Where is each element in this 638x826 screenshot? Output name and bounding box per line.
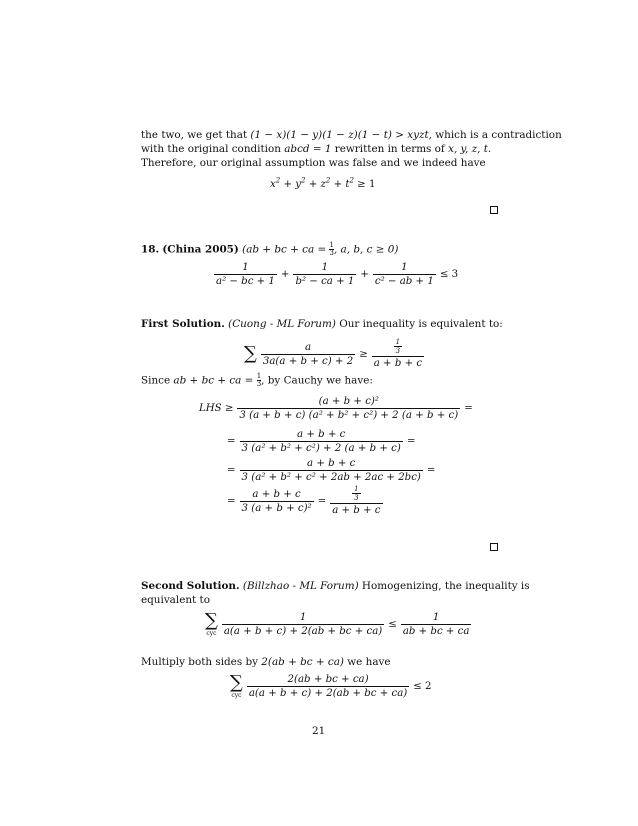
equals: = [317, 495, 327, 507]
page-number: 21 [312, 725, 326, 737]
exp: 2 [275, 176, 281, 185]
cauchy-fraction-2: $\frac{a + b + c}{\text{3 (a² + b² + c²) + 2 (a + b + c)}}$ [241, 429, 401, 454]
multiply-text: Multiply both sides by [141, 656, 262, 668]
cauchy-line-3 [227, 458, 435, 483]
intro-line-1 [141, 128, 562, 142]
rhs: ≤ 2 [413, 681, 432, 692]
equals: = [406, 436, 416, 447]
solution-text: Our inequality is equivalent to: [335, 318, 503, 330]
exp: 2 [301, 176, 306, 185]
condition: (ab + bc + ca = [242, 243, 327, 256]
exp: 2 [349, 176, 354, 185]
intro-math: x, y, z, t. [448, 143, 492, 155]
le: ≤ [388, 619, 397, 630]
solution-text: Homogenizing, the inequality is [358, 580, 530, 592]
rhs: ≤ 3 [439, 269, 459, 280]
rhs: ≥ 1 [357, 179, 376, 190]
problem-18-header [141, 242, 398, 257]
var-t: t [345, 179, 350, 190]
first-solution-header [141, 317, 503, 331]
intro-line-3: Therefore, our original assumption was false and we indeed have [141, 157, 486, 169]
qed-square-icon [490, 206, 498, 214]
multiply-text: we have [343, 656, 391, 668]
cyclic-sum [230, 674, 243, 699]
fraction-1: $\frac{1}{\text{a² − bc + 1}}$ [216, 262, 275, 287]
since-fraction: $\frac{1}{3}$ [256, 372, 262, 388]
fraction-3: $\frac{1}{\text{c² − ab + 1}}$ [374, 262, 434, 287]
sum-squares-equation: $x^2 + y^2 + z^2 + t^2 \ge 1$ [270, 176, 376, 190]
solution-author: (Billzhao - ML Forum) [242, 580, 359, 592]
var-z: z [320, 179, 326, 190]
intro-math: abcd = 1 [284, 143, 332, 155]
second-solution-text-2: equivalent to [141, 594, 210, 606]
equals: = [426, 465, 436, 476]
second-solution-inequality-2 [230, 674, 432, 699]
since-line [141, 373, 373, 388]
cauchy-fraction-4: $\frac{a + b + c}{\text{3 (a + b + c)²}}$ [241, 488, 312, 514]
since-text: , by Cauchy we have: [261, 374, 373, 387]
var-y: y [295, 179, 301, 190]
fraction-lhs: $\frac{a}{3a(a + b + c) + 2}$ [262, 341, 354, 367]
cauchy-fraction-3: $\frac{a + b + c}{\text{3 (a² + b² + c² + 2ab + 2ac + 2bc)}}$ [241, 458, 421, 483]
cauchy-fraction-1: $\frac{\text{(a + b + c)²}}{\text{3 (a + b + c) (a² + b² + c²) + 2 (a + b + c)}}$ [239, 396, 459, 421]
sum-symbol: ∑ [230, 672, 243, 693]
cauchy-line-2 [227, 429, 415, 454]
intro-text: , which is a contradiction [428, 129, 562, 141]
var-x: x [270, 179, 276, 190]
fraction-lhs: $\frac{2(ab + bc + ca)}{a(a + b + c) + 2(ab + bc + ca)}$ [248, 674, 408, 699]
problem-18-inequality [214, 262, 458, 287]
problem-source: (China 2005) [162, 243, 239, 256]
sum-symbol: ∑ [244, 343, 257, 364]
solution-title: First Solution. [141, 318, 225, 330]
since-text: Since [141, 374, 174, 387]
intro-text: rewritten in terms of [331, 143, 449, 155]
intro-text: with the original condition [141, 143, 285, 155]
equals: = [227, 436, 236, 447]
fraction-rhs: $\frac{\frac{1}{3}}{a + b + c}$ [373, 338, 423, 369]
cyc-label: cyc [206, 630, 217, 637]
since-math: ab + bc + ca = [173, 374, 254, 387]
problem-number: 18. [141, 243, 160, 256]
cauchy-fraction-5: $\frac{\frac{1}{3}}{a + b + c}$ [332, 485, 381, 516]
equals: = [464, 403, 473, 414]
plus: + [280, 269, 290, 280]
lhs-label: LHS ≥ [199, 403, 234, 414]
intro-line-2 [141, 142, 491, 156]
cauchy-line-4 [227, 486, 383, 516]
multiply-math: 2(ab + bc + ca) [261, 656, 344, 668]
fraction-rhs: $\frac{1}{ab + bc + ca}$ [402, 612, 470, 637]
intro-text: the two, we get that [141, 129, 251, 141]
exp: 2 [325, 176, 331, 185]
solution-title: Second Solution. [141, 580, 240, 592]
equals: = [227, 495, 236, 507]
cyclic-sum [205, 612, 218, 637]
ge: ≥ [359, 348, 368, 360]
first-solution-inequality [244, 339, 424, 369]
multiply-line [141, 655, 391, 669]
equals: = [227, 465, 236, 476]
cyc-label: cyc [231, 692, 242, 699]
fraction-2: $\frac{1}{\text{b² − ca + 1}}$ [295, 262, 355, 287]
fraction-lhs: $\frac{1}{a(a + b + c) + 2(ab + bc + ca)}$ [223, 612, 383, 637]
solution-author: (Cuong - ML Forum) [228, 318, 336, 330]
second-solution-inequality-1 [205, 612, 471, 637]
sum-symbol: ∑ [205, 610, 218, 631]
second-solution-header [141, 579, 530, 593]
condition: , a, b, c ≥ 0) [333, 243, 399, 256]
cauchy-line-1 [199, 396, 473, 421]
condition-fraction: $\frac{1}{3}$ [329, 241, 334, 257]
plus: + [360, 269, 369, 280]
intro-math: (1 − x)(1 − y)(1 − z)(1 − t) > xyzt [250, 129, 429, 141]
qed-square-icon [490, 543, 498, 551]
